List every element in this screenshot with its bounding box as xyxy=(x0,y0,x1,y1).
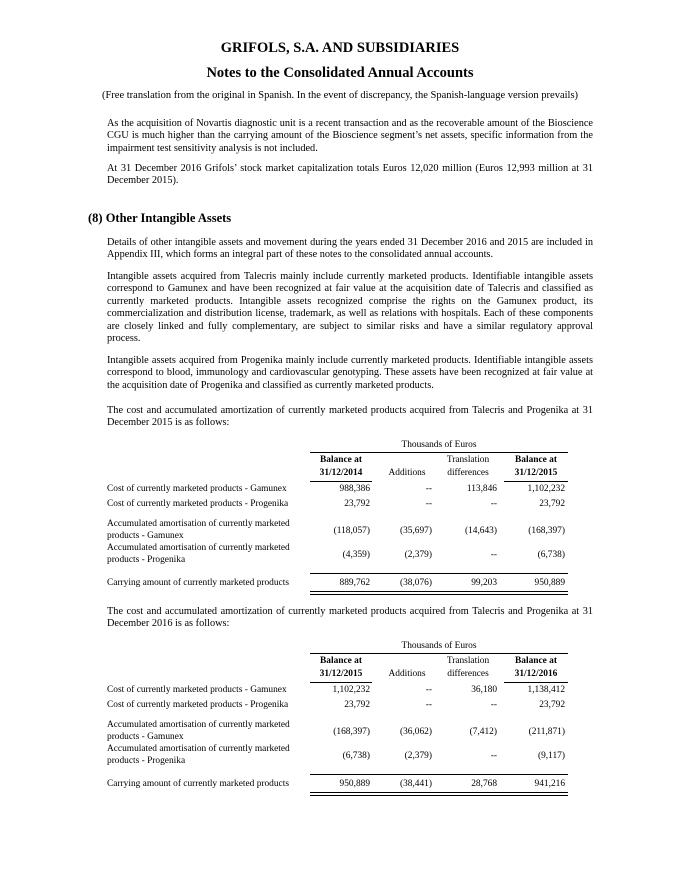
paragraph-novartis: As the acquisition of Novartis diagnostic unit is a recent transaction and as the recoverable amount of the Bioscience CGU is much higher than the carrying amount of the Bioscience segment’s net assets, specific information from the impairment test sensitivity analysis is not included. xyxy=(107,118,593,154)
col-header-additions: Additions xyxy=(388,669,426,679)
cell: (36,062) xyxy=(399,727,432,737)
col-header-translation-line1: Translation xyxy=(446,656,490,666)
cell: (211,871) xyxy=(528,727,565,737)
cell-total: 941,216 xyxy=(534,779,565,789)
col-header-closing-line2: 31/12/2016 xyxy=(514,669,558,679)
row-label: Accumulated amortisation of currently marketed products - Gamunex xyxy=(107,519,290,541)
cell-total: 950,889 xyxy=(339,779,370,789)
cell: 23,792 xyxy=(539,700,565,710)
cell: (2,379) xyxy=(404,550,432,560)
row-label: Cost of currently marketed products - Progenika xyxy=(107,700,289,710)
col-header-translation xyxy=(434,655,502,681)
cell-total: 950,889 xyxy=(534,578,565,588)
paragraph-market-cap: At 31 December 2016 Grifols’ stock market capitalization totals Euros 12,020 million (Euros 12,993 million at 31 December 2015). xyxy=(107,163,593,187)
cell: (35,697) xyxy=(399,526,432,536)
cell: (118,057) xyxy=(333,526,370,536)
cell: 1,138,412 xyxy=(527,685,565,695)
col-header-opening-line2: 31/12/2014 xyxy=(319,468,363,478)
subtotal-rule xyxy=(310,573,568,574)
cell: 1,102,232 xyxy=(332,685,370,695)
col-header-opening xyxy=(310,655,372,681)
paragraph-talecris: Intangible assets acquired from Talecris mainly include currently marketed products. Identifiable intangible assets correspond to Gamunex and have been recognized at fair value at the acquisition date of Talecris and classified as currently marketed products. Intangible assets recognized comprise the rights on the Gamunex product, its commercialization and distribution license, trademark, as well as relations with hospitals. Each of these components are closely linked and fully complementary, are subject to similar risks and have a similar regulatory approval process. xyxy=(107,271,593,345)
cell: (6,738) xyxy=(342,751,370,761)
cell: (9,117) xyxy=(538,751,565,761)
cell-total: (38,076) xyxy=(399,578,432,588)
section-title: (8) Other Intangible Assets xyxy=(88,211,232,225)
translation-note: (Free translation from the original in Spanish. In the event of discrepancy, the Spanish-language version prevails) xyxy=(101,90,579,101)
company-heading: GRIFOLS, S.A. AND SUBSIDIARIES xyxy=(220,40,460,56)
table-units: Thousands of Euros xyxy=(401,641,477,651)
cell: 23,792 xyxy=(344,700,370,710)
row-label: Cost of currently marketed products - Gamunex xyxy=(107,484,287,494)
cell: (4,359) xyxy=(342,550,370,560)
header-underline xyxy=(310,481,372,482)
cell: -- xyxy=(425,484,432,494)
cell: (168,397) xyxy=(333,727,370,737)
paragraph-progenika: Intangible assets acquired from Progenika mainly include currently marketed products. Identifiable intangible assets correspond to blood, immunology and cardiovascular genotyping. These assets have been recognized at fair value at the acquisition date of Progenika and classified as currently marketed products. xyxy=(107,355,593,391)
paragraph-appendix: Details of other intangible assets and movement during the years ended 31 December 2016 and 2015 are included in Appendix III, which forms an integral part of these notes to the consolidated annual accounts. xyxy=(107,237,593,261)
cell: 23,792 xyxy=(344,499,370,509)
cell: -- xyxy=(425,499,432,509)
units-underline xyxy=(310,452,568,453)
cell: (6,738) xyxy=(537,550,565,560)
col-header-additions: Additions xyxy=(388,468,426,478)
col-header-translation-line2: differences xyxy=(447,669,489,679)
col-header-opening xyxy=(310,454,372,480)
row-label: Cost of currently marketed products - Gamunex xyxy=(107,685,287,695)
col-header-closing-line1: Balance at xyxy=(515,455,557,465)
col-header-translation-line2: differences xyxy=(447,468,489,478)
cell-total: 28,768 xyxy=(471,779,497,789)
col-header-translation xyxy=(434,454,502,480)
col-header-translation-line1: Translation xyxy=(446,455,490,465)
cell: 23,792 xyxy=(539,499,565,509)
cell-total: 99,203 xyxy=(471,578,497,588)
total-double-rule xyxy=(310,591,568,595)
cell: -- xyxy=(490,499,497,509)
row-label-total: Carrying amount of currently marketed products xyxy=(107,578,289,588)
cell: (14,643) xyxy=(464,526,497,536)
col-header-opening-line1: Balance at xyxy=(320,455,362,465)
cell: (2,379) xyxy=(404,751,432,761)
cell-total: (38,441) xyxy=(399,779,432,789)
table-units: Thousands of Euros xyxy=(401,440,477,450)
subtotal-rule xyxy=(310,774,568,775)
cell: 36,180 xyxy=(471,685,497,695)
col-header-closing-line2: 31/12/2015 xyxy=(514,468,558,478)
cell-total: 889,762 xyxy=(339,578,370,588)
col-header-opening-line1: Balance at xyxy=(320,656,362,666)
cell: -- xyxy=(425,700,432,710)
header-underline xyxy=(504,481,568,482)
header-underline xyxy=(310,682,372,683)
paragraph-table-2016-intro: The cost and accumulated amortization of currently marketed products acquired from Talecris and Progenika at 31 December 2016 is as follows: xyxy=(107,606,593,630)
cell: (7,412) xyxy=(469,727,497,737)
cell: 1,102,232 xyxy=(527,484,565,494)
row-label: Accumulated amortisation of currently marketed products - Progenika xyxy=(107,543,290,565)
paragraph-table-2015-intro: The cost and accumulated amortization of currently marketed products acquired from Talecris and Progenika at 31 December 2015 is as follows: xyxy=(107,405,593,429)
cell: -- xyxy=(490,700,497,710)
cell: -- xyxy=(425,685,432,695)
row-label: Accumulated amortisation of currently marketed products - Gamunex xyxy=(107,720,290,742)
units-underline xyxy=(310,653,568,654)
row-label: Cost of currently marketed products - Progenika xyxy=(107,499,289,509)
row-label: Accumulated amortisation of currently marketed products - Progenika xyxy=(107,744,290,766)
col-header-closing xyxy=(504,655,568,681)
document-title: Notes to the Consolidated Annual Accounts xyxy=(206,65,474,81)
col-header-closing-line1: Balance at xyxy=(515,656,557,666)
col-header-opening-line2: 31/12/2015 xyxy=(319,669,363,679)
total-double-rule xyxy=(310,792,568,796)
cell: -- xyxy=(490,751,497,761)
col-header-closing xyxy=(504,454,568,480)
cell: 988,386 xyxy=(339,484,370,494)
cell: 113,846 xyxy=(466,484,497,494)
header-underline xyxy=(504,682,568,683)
cell: -- xyxy=(490,550,497,560)
cell: (168,397) xyxy=(528,526,565,536)
row-label-total: Carrying amount of currently marketed products xyxy=(107,779,289,789)
